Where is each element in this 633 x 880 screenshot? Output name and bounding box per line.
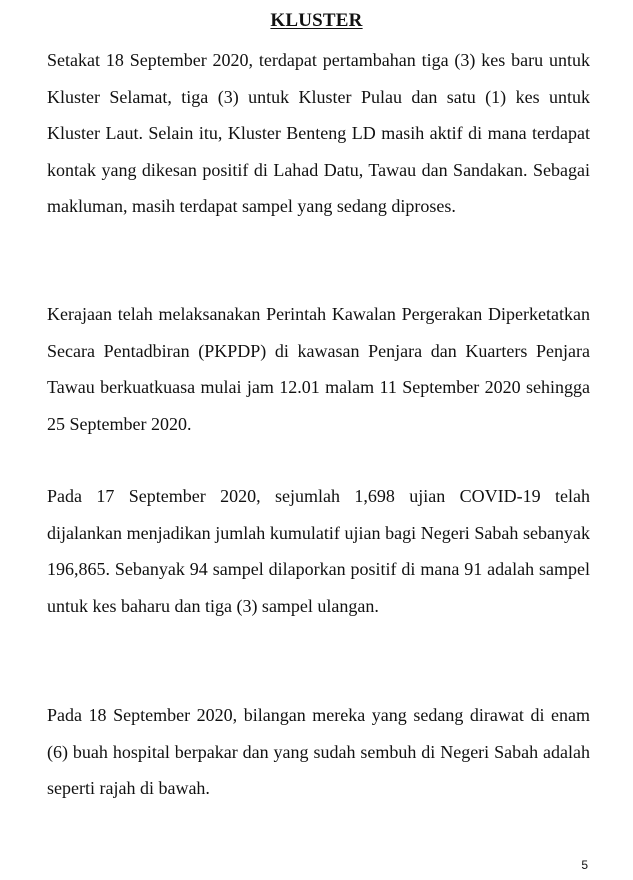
- page-number: 5: [581, 858, 588, 872]
- paragraph-cluster-update: Setakat 18 September 2020, terdapat pertambahan tiga (3) kes baru untuk Kluster Selamat, tiga (3) untuk Kluster Pulau dan satu (1) kes untuk Kluster Laut. Selain itu, Kluster Benteng LD masih aktif di mana terdapat kontak yang dikesan positif di Lahad Datu, Tawau dan Sandakan. Sebagai makluman, masih terdapat sampel yang sedang diproses.: [47, 50, 590, 216]
- paragraph-testing-stats: Pada 17 September 2020, sejumlah 1,698 ujian COVID-19 telah dijalankan menjadikan jumlah kumulatif ujian bagi Negeri Sabah sebanyak 196,865. Sebanyak 94 sampel dilaporkan positif di mana 91 adalah sampel untuk kes baharu dan tiga (3) sampel ulangan.: [47, 486, 590, 616]
- paragraph-pkpdp-order: Kerajaan telah melaksanakan Perintah Kawalan Pergerakan Diperketatkan Secara Pentadbiran (PKPDP) di kawasan Penjara dan Kuarters Penjara Tawau berkuatkuasa mulai jam 12.01 malam 11 September 2020 sehingga 25 September 2020.: [47, 304, 590, 434]
- paragraph-hospital-status: Pada 18 September 2020, bilangan mereka yang sedang dirawat di enam (6) buah hospital berpakar dan yang sudah sembuh di Negeri Sabah adalah seperti rajah di bawah.: [47, 705, 590, 798]
- section-heading: KLUSTER: [270, 10, 363, 31]
